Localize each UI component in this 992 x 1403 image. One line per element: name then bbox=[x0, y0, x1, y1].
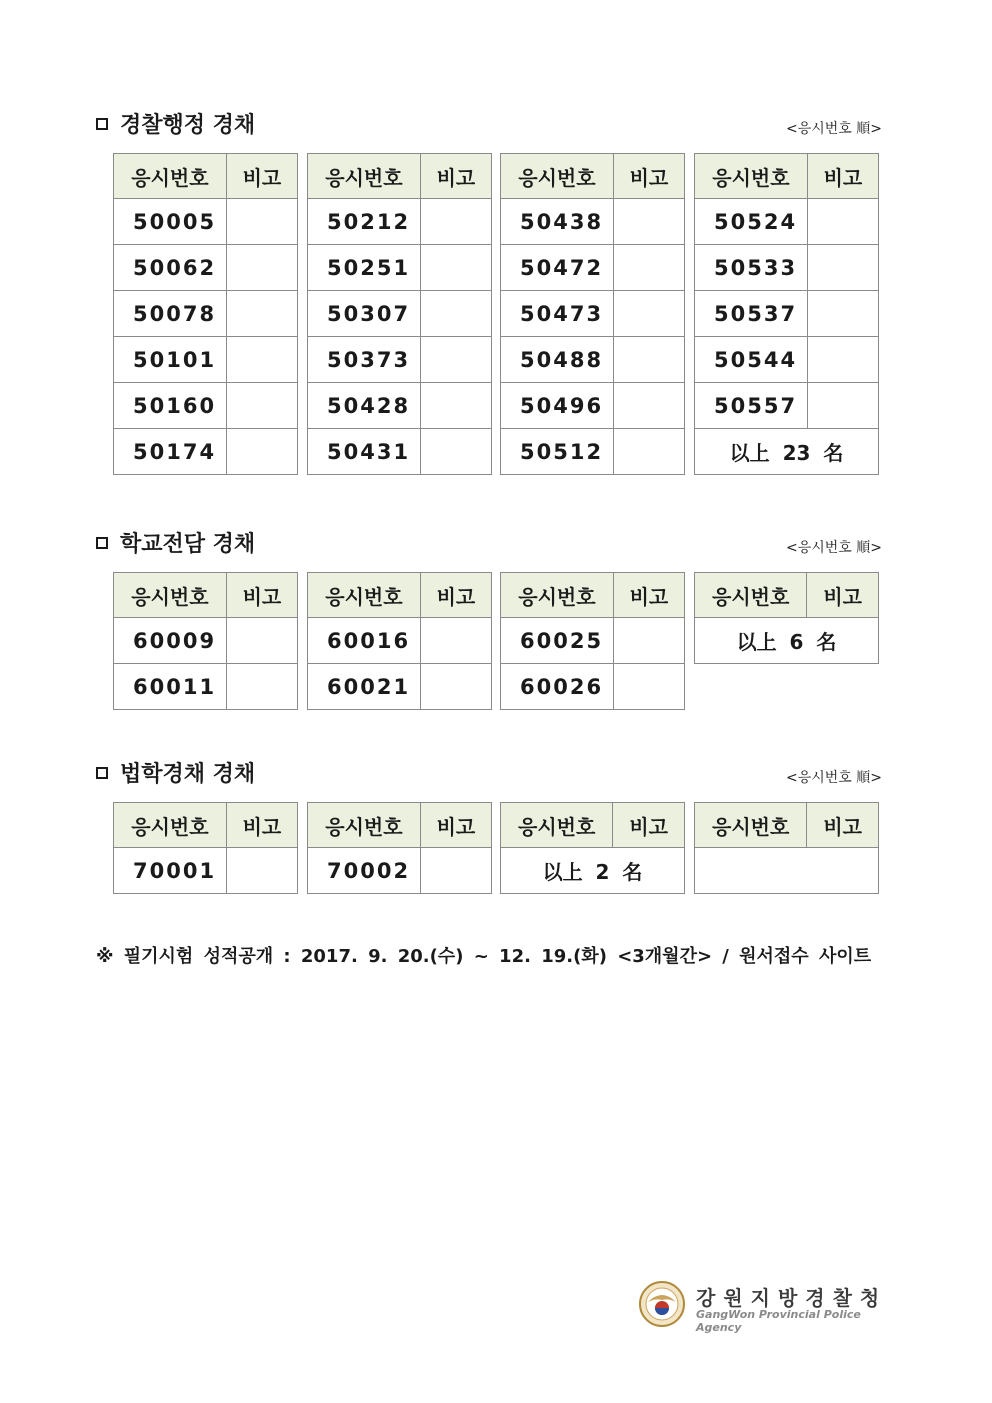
header-remark: 비고 bbox=[226, 803, 297, 848]
exam-number-cell: 70002 bbox=[308, 848, 421, 894]
table-row bbox=[114, 337, 298, 383]
table-row bbox=[308, 848, 492, 894]
remark-cell bbox=[226, 664, 297, 710]
header-remark: 비고 bbox=[807, 154, 878, 199]
table-row bbox=[114, 848, 298, 894]
table-row bbox=[308, 245, 492, 291]
remark-cell bbox=[420, 848, 491, 894]
exam-number-cell: 70001 bbox=[114, 848, 227, 894]
remark-cell bbox=[420, 618, 491, 664]
table-row bbox=[501, 337, 685, 383]
remark-cell bbox=[226, 618, 297, 664]
table-header-row bbox=[308, 154, 492, 199]
table-row bbox=[501, 429, 685, 475]
header-exam-number: 응시번호 bbox=[308, 154, 421, 199]
remark-cell bbox=[420, 245, 491, 291]
remark-cell bbox=[226, 199, 297, 245]
header-remark: 비고 bbox=[420, 573, 491, 618]
table-header-row bbox=[114, 803, 298, 848]
table-row bbox=[114, 245, 298, 291]
remark-cell bbox=[613, 664, 684, 710]
remark-cell bbox=[807, 245, 878, 291]
results-table bbox=[113, 802, 298, 894]
exam-number-cell: 60026 bbox=[501, 664, 614, 710]
table-header-row bbox=[695, 573, 879, 618]
exam-number-cell: 50472 bbox=[501, 245, 614, 291]
exam-number-cell: 60009 bbox=[114, 618, 227, 664]
table-row bbox=[501, 383, 685, 429]
exam-number-cell: 50512 bbox=[501, 429, 614, 475]
results-table bbox=[307, 153, 492, 475]
section-title bbox=[96, 108, 255, 139]
remark-cell bbox=[807, 337, 878, 383]
results-table bbox=[500, 153, 685, 475]
total-row bbox=[695, 618, 879, 664]
exam-number-cell: 60021 bbox=[308, 664, 421, 710]
section-title-text: 학교전담 경채 bbox=[120, 532, 256, 557]
police-emblem-icon bbox=[638, 1280, 686, 1328]
agency-name-korean: 강원지방경찰청 bbox=[696, 1286, 888, 1310]
header-remark: 비고 bbox=[807, 573, 879, 618]
exam-number-cell: 50431 bbox=[308, 429, 421, 475]
exam-number-cell: 50062 bbox=[114, 245, 227, 291]
remark-cell bbox=[420, 664, 491, 710]
empty-cell bbox=[695, 848, 879, 894]
exam-number-cell: 50307 bbox=[308, 291, 421, 337]
footnote: ※ 필기시험 성적공개 : 2017. 9. 20.(수) ~ 12. 19.(화) <3개월간> / 원서접수 사이트 bbox=[96, 946, 872, 967]
exam-number-cell: 60016 bbox=[308, 618, 421, 664]
exam-number-cell: 60011 bbox=[114, 664, 227, 710]
remark-cell bbox=[226, 291, 297, 337]
exam-number-cell: 50078 bbox=[114, 291, 227, 337]
header-exam-number: 응시번호 bbox=[114, 803, 227, 848]
table-row bbox=[501, 291, 685, 337]
table-row bbox=[114, 291, 298, 337]
checkbox-square-icon bbox=[96, 118, 108, 130]
results-table bbox=[113, 153, 298, 475]
remark-cell bbox=[420, 383, 491, 429]
total-row bbox=[695, 429, 879, 475]
section-title bbox=[96, 757, 255, 788]
empty-row bbox=[695, 848, 879, 894]
table-header-row bbox=[308, 573, 492, 618]
exam-number-cell: 50101 bbox=[114, 337, 227, 383]
header-remark: 비고 bbox=[613, 803, 685, 848]
total-count-cell: 以上 23 名 bbox=[695, 429, 879, 475]
total-row bbox=[501, 848, 685, 894]
section-header bbox=[96, 757, 886, 797]
table-header-row bbox=[501, 573, 685, 618]
results-table bbox=[694, 572, 879, 664]
order-note: <응시번호 順> bbox=[785, 121, 882, 137]
header-remark: 비고 bbox=[807, 803, 879, 848]
remark-cell bbox=[420, 337, 491, 383]
section-police-admin bbox=[96, 108, 886, 465]
exam-number-cell: 50533 bbox=[695, 245, 808, 291]
table-header-row bbox=[695, 154, 879, 199]
header-remark: 비고 bbox=[420, 154, 491, 199]
checkbox-square-icon bbox=[96, 767, 108, 779]
table-row bbox=[501, 664, 685, 710]
exam-number-cell: 50428 bbox=[308, 383, 421, 429]
results-table bbox=[307, 572, 492, 710]
exam-number-cell: 50174 bbox=[114, 429, 227, 475]
table-row bbox=[114, 383, 298, 429]
table-row bbox=[501, 199, 685, 245]
header-remark: 비고 bbox=[226, 154, 297, 199]
remark-cell bbox=[226, 245, 297, 291]
header-exam-number: 응시번호 bbox=[501, 573, 614, 618]
table-row bbox=[695, 383, 879, 429]
remark-cell bbox=[807, 199, 878, 245]
remark-cell bbox=[613, 291, 684, 337]
section-title-text: 경찰행정 경채 bbox=[120, 113, 256, 138]
exam-number-cell: 50160 bbox=[114, 383, 227, 429]
header-exam-number: 응시번호 bbox=[308, 573, 421, 618]
table-header-row bbox=[114, 154, 298, 199]
section-school-dedicated bbox=[96, 527, 886, 699]
header-remark: 비고 bbox=[613, 573, 684, 618]
table-row bbox=[308, 429, 492, 475]
header-exam-number: 응시번호 bbox=[695, 154, 808, 199]
results-table bbox=[500, 802, 685, 894]
exam-number-cell: 50438 bbox=[501, 199, 614, 245]
remark-cell bbox=[613, 245, 684, 291]
section-law-special bbox=[96, 757, 886, 884]
agency-name-english: GangWon Provincial Police Agency bbox=[696, 1308, 861, 1334]
table-row bbox=[308, 618, 492, 664]
results-table bbox=[694, 802, 879, 894]
exam-number-cell: 50496 bbox=[501, 383, 614, 429]
table-row bbox=[114, 664, 298, 710]
remark-cell bbox=[226, 337, 297, 383]
remark-cell bbox=[613, 383, 684, 429]
header-exam-number: 응시번호 bbox=[114, 573, 227, 618]
table-row bbox=[695, 245, 879, 291]
header-exam-number: 응시번호 bbox=[695, 803, 807, 848]
exam-number-cell: 50544 bbox=[695, 337, 808, 383]
header-remark: 비고 bbox=[226, 573, 297, 618]
exam-number-cell: 50488 bbox=[501, 337, 614, 383]
table-header-row bbox=[501, 803, 685, 848]
remark-cell bbox=[807, 383, 878, 429]
exam-number-cell: 50005 bbox=[114, 199, 227, 245]
order-note: <응시번호 順> bbox=[785, 540, 882, 556]
table-row bbox=[114, 618, 298, 664]
exam-number-cell: 50524 bbox=[695, 199, 808, 245]
table-header-row bbox=[695, 803, 879, 848]
table-row bbox=[308, 383, 492, 429]
section-header bbox=[96, 108, 886, 148]
exam-number-cell: 60025 bbox=[501, 618, 614, 664]
remark-cell bbox=[420, 291, 491, 337]
results-table bbox=[500, 572, 685, 710]
remark-cell bbox=[226, 429, 297, 475]
remark-cell bbox=[613, 199, 684, 245]
section-title-text: 법학경채 경채 bbox=[120, 762, 256, 787]
results-table bbox=[694, 153, 879, 475]
total-count-cell: 以上 6 名 bbox=[695, 618, 879, 664]
section-header bbox=[96, 527, 886, 567]
results-table bbox=[307, 802, 492, 894]
section-title bbox=[96, 527, 255, 558]
remark-cell bbox=[807, 291, 878, 337]
remark-cell bbox=[420, 429, 491, 475]
header-exam-number: 응시번호 bbox=[501, 803, 613, 848]
order-note: <응시번호 順> bbox=[785, 770, 882, 786]
checkbox-square-icon bbox=[96, 537, 108, 549]
remark-cell bbox=[226, 383, 297, 429]
exam-number-cell: 50251 bbox=[308, 245, 421, 291]
exam-number-cell: 50212 bbox=[308, 199, 421, 245]
table-row bbox=[501, 245, 685, 291]
remark-cell bbox=[613, 337, 684, 383]
exam-number-cell: 50557 bbox=[695, 383, 808, 429]
table-header-row bbox=[114, 573, 298, 618]
table-row bbox=[114, 429, 298, 475]
table-row bbox=[308, 337, 492, 383]
remark-cell bbox=[226, 848, 297, 894]
table-row bbox=[114, 199, 298, 245]
results-table bbox=[113, 572, 298, 710]
table-row bbox=[308, 199, 492, 245]
table-row bbox=[501, 618, 685, 664]
remark-cell bbox=[420, 199, 491, 245]
exam-number-cell: 50373 bbox=[308, 337, 421, 383]
header-exam-number: 응시번호 bbox=[114, 154, 227, 199]
remark-cell bbox=[613, 429, 684, 475]
table-header-row bbox=[308, 803, 492, 848]
total-count-cell: 以上 2 名 bbox=[501, 848, 685, 894]
agency-logo bbox=[638, 1280, 898, 1334]
remark-cell bbox=[613, 618, 684, 664]
header-exam-number: 응시번호 bbox=[695, 573, 807, 618]
table-row bbox=[695, 199, 879, 245]
table-row bbox=[695, 291, 879, 337]
table-row bbox=[695, 337, 879, 383]
header-exam-number: 응시번호 bbox=[308, 803, 421, 848]
table-header-row bbox=[501, 154, 685, 199]
header-exam-number: 응시번호 bbox=[501, 154, 614, 199]
table-row bbox=[308, 291, 492, 337]
header-remark: 비고 bbox=[420, 803, 491, 848]
table-row bbox=[308, 664, 492, 710]
exam-number-cell: 50473 bbox=[501, 291, 614, 337]
exam-number-cell: 50537 bbox=[695, 291, 808, 337]
header-remark: 비고 bbox=[613, 154, 684, 199]
